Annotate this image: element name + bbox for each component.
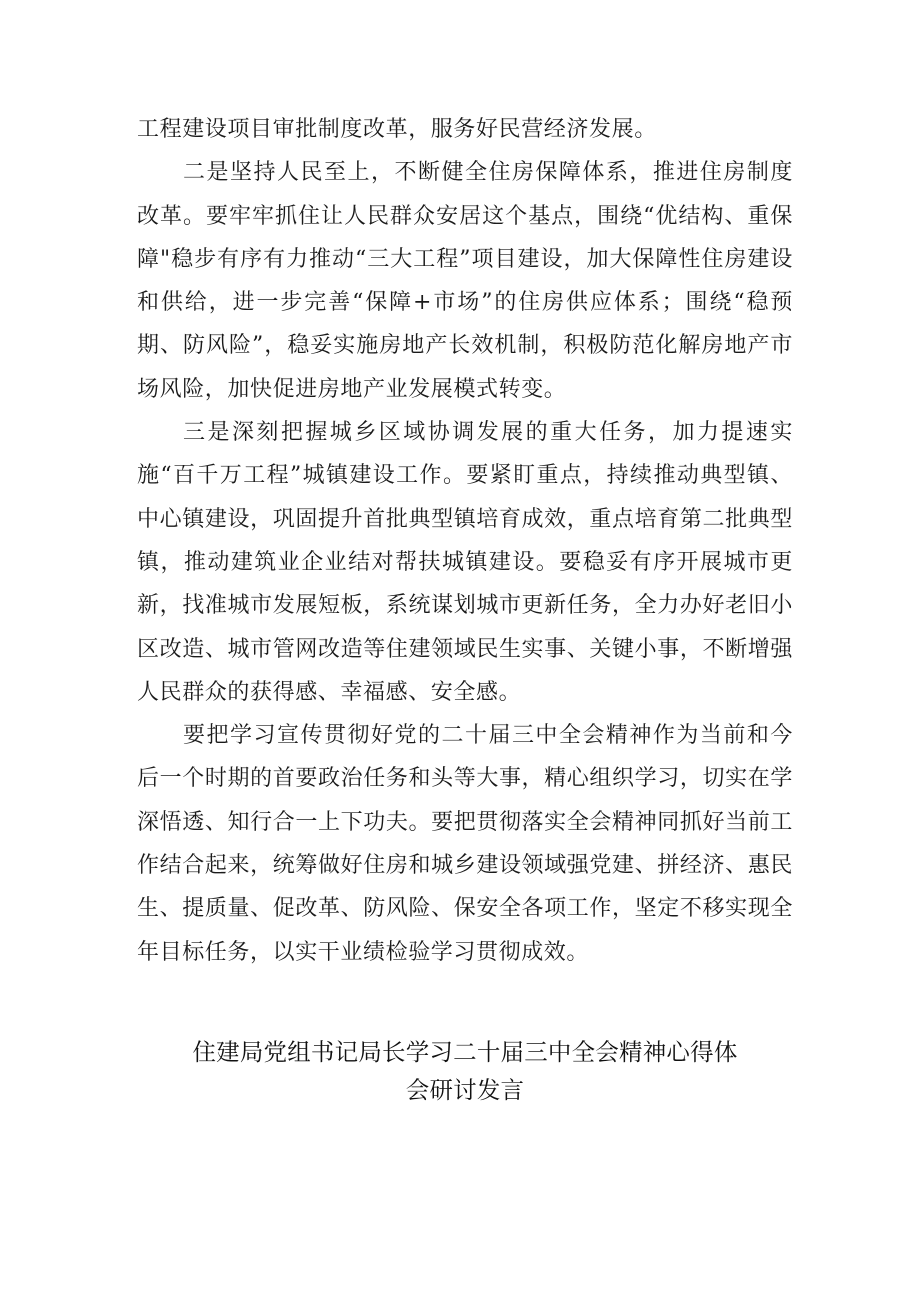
body-text	[137, 108, 793, 974]
title-line-1: 住建局党组书记局长学习二十届三中全会精神心得体	[192, 1038, 738, 1066]
paragraph-continuation: 工程建设项目审批制度改革，服务好民营经济发展。	[137, 117, 657, 142]
paragraph-housing-security: 二是坚持人民至上，不断健全住房保障体系，推进住房制度改革。要牢牢抓住让人民群众安居这个基点，围绕“优结构、重保障"稳步有序有力推动“三大工程”项目建设，加大保障性住房建设和供给，进一步完善“保障+市场”的住房供应体系；围绕“稳预期、防风险”，稳妥实施房地产长效机制，积极防范化解房地产市场风险，加快促进房地产业发展模式转变。	[137, 160, 793, 402]
paragraph-study-implementation: 要把学习宣传贯彻好党的二十届三中全会精神作为当前和今后一个时期的首要政治任务和头等大事，精心组织学习，切实在学深悟透、知行合一上下功夫。要把贯彻落实全会精神同抓好当前工作结合起来，统筹做好住房和城乡建设领域强党建、拼经济、惠民生、提质量、促改革、防风险、保安全各项工作，坚定不移实现全年目标任务，以实干业绩检验学习贯彻成效。	[137, 723, 793, 965]
next-article-title	[137, 1033, 793, 1109]
paragraph-urban-rural: 三是深刻把握城乡区域协调发展的重大任务，加力提速实施“百千万工程”城镇建设工作。要紧盯重点，持续推动典型镇、中心镇建设，巩固提升首批典型镇培育成效，重点培育第二批典型镇，推动建筑业企业结对帮扶城镇建设。要稳妥有序开展城市更新，找准城市发展短板，系统谋划城市更新任务，全力办好老旧小区改造、城市管网改造等住建领域民生实事、关键小事，不断增强人民群众的获得感、幸福感、安全感。	[137, 420, 793, 705]
title-line-2: 会研讨发言	[405, 1076, 525, 1104]
